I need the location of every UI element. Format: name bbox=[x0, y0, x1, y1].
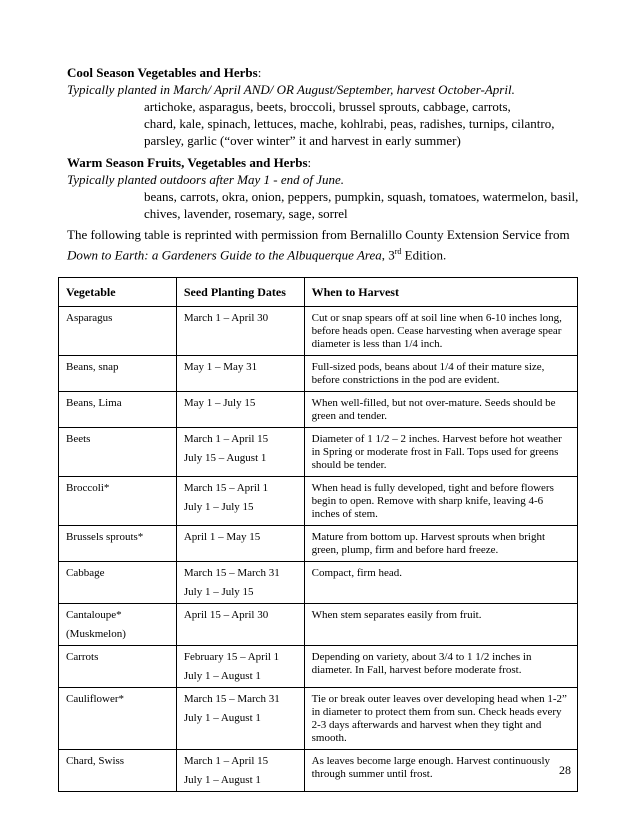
warm-season-subtitle: Typically planted outdoors after May 1 - end of June. bbox=[67, 172, 345, 187]
vegetable-cell: Brussels sprouts* bbox=[59, 526, 177, 562]
warm-season-list-line: beans, carrots, okra, onion, peppers, pumpkin, squash, tomatoes, watermelon, basil, bbox=[144, 189, 579, 204]
table-row bbox=[59, 392, 578, 428]
table-row bbox=[59, 526, 578, 562]
harvest-cell: Full-sized pods, beans about 1/4 of their mature size, before constrictions in the pod are evident. bbox=[304, 356, 577, 392]
planting-dates-cell: May 1 – July 15 bbox=[176, 392, 304, 428]
vegetable-cell: Chard, Swiss bbox=[59, 750, 177, 792]
table-row bbox=[59, 646, 578, 688]
harvest-cell: When stem separates easily from fruit. bbox=[304, 604, 577, 646]
cool-season-heading: Cool Season Vegetables and Herbs: bbox=[67, 65, 262, 80]
table-row bbox=[59, 688, 578, 750]
vegetable-cell: Cabbage bbox=[59, 562, 177, 604]
planting-dates-cell: April 15 – April 30 bbox=[176, 604, 304, 646]
table-row bbox=[59, 604, 578, 646]
vegetable-cell: Cantaloupe* (Muskmelon) bbox=[59, 604, 177, 646]
table-row bbox=[59, 356, 578, 392]
harvest-cell: Depending on variety, about 3/4 to 1 1/2 inches in diameter. In Fall, harvest before moderate frost. bbox=[304, 646, 577, 688]
planting-dates-cell: March 15 – March 31 July 1 – August 1 bbox=[176, 688, 304, 750]
planting-dates-cell: March 1 – April 30 bbox=[176, 307, 304, 356]
harvest-cell: When well-filled, but not over-mature. Seeds should be green and tender. bbox=[304, 392, 577, 428]
cool-season-list-line: artichoke, asparagus, beets, broccoli, brussel sprouts, cabbage, carrots, bbox=[144, 99, 511, 114]
column-header-seed-planting-dates: Seed Planting Dates bbox=[176, 278, 304, 307]
planting-dates-cell: May 1 – May 31 bbox=[176, 356, 304, 392]
table-header-row bbox=[59, 278, 578, 307]
column-header-vegetable: Vegetable bbox=[59, 278, 177, 307]
harvest-cell: Diameter of 1 1/2 – 2 inches. Harvest before hot weather in Spring or moderate frost in Fall. Tops used for greens should be tender. bbox=[304, 428, 577, 477]
harvest-cell: As leaves become large enough. Harvest continuously through summer until frost. bbox=[304, 750, 577, 792]
vegetable-cell: Asparagus bbox=[59, 307, 177, 356]
harvest-cell: Cut or snap spears off at soil line when 6-10 inches long, before heads open. Cease harvesting when average spear diameter is less than 1/4 inch. bbox=[304, 307, 577, 356]
column-header-when-to-harvest: When to Harvest bbox=[304, 278, 577, 307]
table-row bbox=[59, 428, 578, 477]
planting-dates-cell: April 1 – May 15 bbox=[176, 526, 304, 562]
vegetable-cell: Beans, snap bbox=[59, 356, 177, 392]
permission-note-line: The following table is reprinted with permission from Bernalillo County Extension Service from bbox=[67, 227, 570, 242]
cool-season-list-line: chard, kale, spinach, lettuces, mache, kohlrabi, peas, radishes, turnips, cilantro, bbox=[144, 116, 555, 131]
vegetable-cell: Carrots bbox=[59, 646, 177, 688]
planting-dates-cell: March 15 – April 1 July 1 – July 15 bbox=[176, 477, 304, 526]
page-number: 28 bbox=[559, 763, 571, 777]
planting-table bbox=[58, 277, 578, 792]
harvest-cell: Mature from bottom up. Harvest sprouts when bright green, plump, firm and before hard freeze. bbox=[304, 526, 577, 562]
harvest-cell: Compact, firm head. bbox=[304, 562, 577, 604]
planting-dates-cell: March 15 – March 31 July 1 – July 15 bbox=[176, 562, 304, 604]
permission-note-source: Down to Earth: a Gardeners Guide to the Albuquerque Area, 3rd Edition. bbox=[67, 247, 447, 263]
planting-dates-cell: March 1 – April 15 July 1 – August 1 bbox=[176, 750, 304, 792]
vegetable-cell: Broccoli* bbox=[59, 477, 177, 526]
warm-season-heading: Warm Season Fruits, Vegetables and Herbs: bbox=[67, 155, 312, 170]
harvest-cell: When head is fully developed, tight and before flowers begin to open. Remove with sharp knife, leaving 4-6 inches of stem. bbox=[304, 477, 577, 526]
planting-dates-cell: March 1 – April 15 July 15 – August 1 bbox=[176, 428, 304, 477]
vegetable-cell: Beets bbox=[59, 428, 177, 477]
vegetable-cell: Cauliflower* bbox=[59, 688, 177, 750]
book-title: Down to Earth: a Gardeners Guide to the Albuquerque Area bbox=[67, 247, 382, 263]
table-row bbox=[59, 307, 578, 356]
vegetable-cell: Beans, Lima bbox=[59, 392, 177, 428]
table-row bbox=[59, 562, 578, 604]
cool-season-list-line: parsley, garlic (“over winter” it and harvest in early summer) bbox=[144, 133, 461, 148]
table-row bbox=[59, 750, 578, 792]
harvest-cell: Tie or break outer leaves over developing head when 1-2” in diameter to protect them from sun. Check heads every 2-3 days afterwards and harvest when they tight and smooth. bbox=[304, 688, 577, 750]
planting-dates-cell: February 15 – April 1 July 1 – August 1 bbox=[176, 646, 304, 688]
cool-season-subtitle: Typically planted in March/ April AND/ OR August/September, harvest October-April. bbox=[67, 82, 515, 97]
warm-season-list-line: chives, lavender, rosemary, sage, sorrel bbox=[144, 206, 348, 221]
table-row bbox=[59, 477, 578, 526]
